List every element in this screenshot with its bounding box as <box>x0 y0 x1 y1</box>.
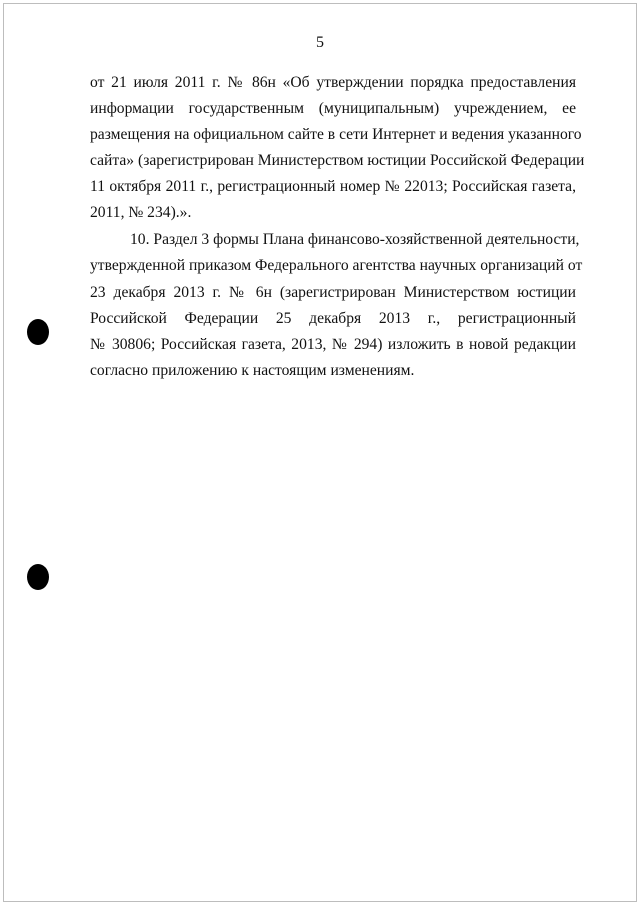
page-number: 5 <box>316 34 324 51</box>
text-line: сайта» (зарегистрирован Министерством юстиции Российской Федерации <box>90 152 585 169</box>
punch-hole-mark <box>27 319 49 345</box>
text-line: от 21 июля 2011 г. № 86н «Об утверждении порядка предоставления <box>90 74 576 91</box>
text-line: согласно приложению к настоящим изменениям. <box>90 362 415 379</box>
text-line: Российской Федерации 25 декабря 2013 г., регистрационный <box>90 310 576 327</box>
text-line: 10. Раздел 3 формы Плана финансово-хозяйственной деятельности, <box>130 231 580 248</box>
punch-hole-mark <box>27 564 49 590</box>
text-line: утвержденной приказом Федерального агентства научных организаций от <box>90 257 583 274</box>
text-line: 11 октября 2011 г., регистрационный номер № 22013; Российская газета, <box>90 178 576 195</box>
text-line: 23 декабря 2013 г. № 6н (зарегистрирован Министерством юстиции <box>90 284 576 301</box>
text-line: 2011, № 234).». <box>90 204 192 221</box>
text-line: размещения на официальном сайте в сети Интернет и ведения указанного <box>90 126 582 143</box>
text-line: № 30806; Российская газета, 2013, № 294) изложить в новой редакции <box>90 336 576 353</box>
text-line: информации государственным (муниципальным) учреждением, ее <box>90 100 576 117</box>
